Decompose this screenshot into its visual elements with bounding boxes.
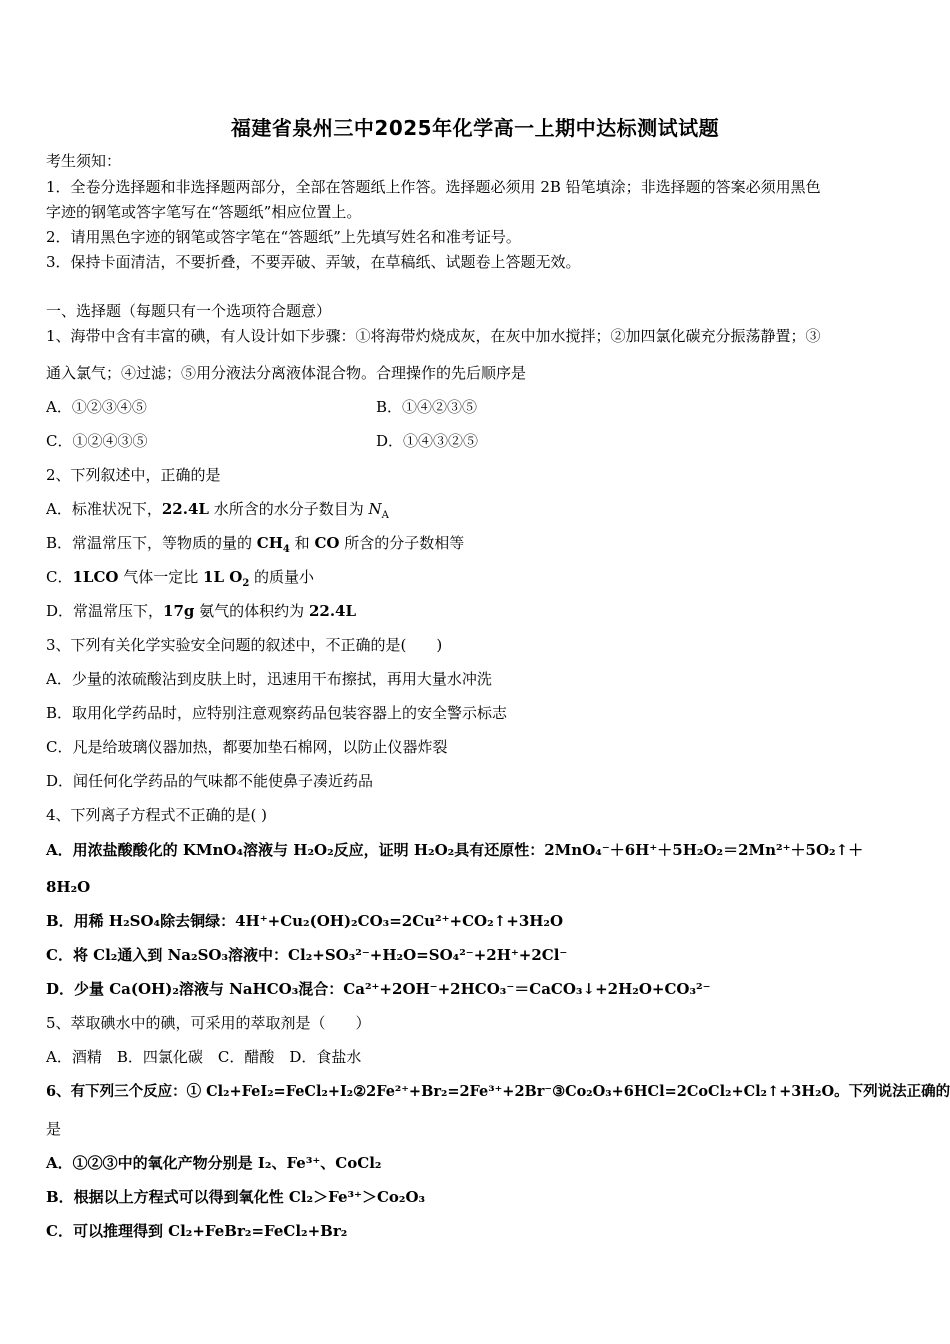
q2-a-value: 22.4L [161, 500, 209, 518]
q1-stem: 1、海带中含有丰富的碘，有人设计如下步骤：①将海带灼烧成灰，在灰中加水搅拌；②加四氯化碳充分振荡静置；③ [46, 327, 821, 345]
q5-options: A．酒精 B．四氯化碳 C．醋酸 D．食盐水 [46, 1048, 362, 1066]
q2-b-sub: 4 [282, 544, 290, 555]
q2-option-b [46, 532, 464, 554]
q2-c-value2: 1L O [203, 568, 243, 586]
q6-option-c: C．可以推理得到 Cl₂+FeBr₂=FeCl₂+Br₂ [46, 1222, 348, 1240]
q6-option-b: B．根据以上方程式可以得到氧化性 Cl₂＞Fe³⁺＞Co₂O₃ [46, 1188, 426, 1206]
q4-option-a: A．用浓盐酸酸化的 KMnO₄溶液与 H₂O₂反应，证明 H₂O₂具有还原性：2MnO₄⁻＋6H⁺＋5H₂O₂＝2Mn²⁺＋5O₂↑＋ [46, 841, 864, 859]
notice-item-1-cont: 字迹的钢笔或答字笔写在“答题纸”相应位置上。 [46, 203, 362, 221]
q2-c-sub: 2 [242, 578, 250, 589]
q2-b-text: B．常温常压下，等物质的量的 [46, 534, 257, 552]
q6-stem: 6、有下列三个反应：① Cl₂+FeI₂=FeCl₂+I₂②2Fe²⁺+Br₂=2Fe³⁺+2Br⁻③Co₂O₃+6HCl=2CoCl₂+Cl₂↑+3H₂O。下列说法正确的 [46, 1083, 950, 1100]
q2-d-value2: 22.4L [308, 602, 357, 620]
q1-option-b: B．①④②③⑤ [376, 398, 478, 416]
q1-option-d: D．①④③②⑤ [376, 432, 479, 450]
q3-stem: 3、下列有关化学实验安全问题的叙述中，不正确的是( ) [46, 636, 443, 654]
q2-c-text2: 气体一定比 [118, 568, 204, 586]
q2-c-value: 1LCO [72, 568, 119, 586]
q2-b-text2: 所含的分子数相等 [339, 534, 465, 552]
notice-item-3: 3．保持卡面清洁，不要折叠，不要弄破、弄皱，在草稿纸、试题卷上答题无效。 [46, 253, 581, 271]
q2-d-text2: 氨气的体积约为 [194, 602, 309, 620]
q2-a-text: A．标准状况下， [46, 500, 162, 518]
q6-stem-cont: 是 [46, 1120, 62, 1138]
q2-option-a [46, 498, 389, 520]
q2-a-sub: A [381, 510, 389, 521]
page-title: 福建省泉州三中2025年化学高一上期中达标测试试题 [230, 116, 720, 140]
q6-option-a: A．①②③中的氧化产物分别是 I₂、Fe³⁺、CoCl₂ [46, 1154, 382, 1172]
q2-b-and: 和 [289, 534, 315, 552]
q3-option-b: B．取用化学药品时，应特别注意观察药品包装容器上的安全警示标志 [46, 704, 508, 722]
section-heading: 一、选择题（每题只有一个选项符合题意） [46, 302, 332, 320]
q4-option-d: D．少量 Ca(OH)₂溶液与 NaHCO₃混合：Ca²⁺+2OH⁻+2HCO₃⁻＝CaCO₃↓+2H₂O+CO₃²⁻ [46, 980, 711, 998]
q2-c-text: C． [46, 568, 73, 586]
q1-stem-cont: 通入氯气；④过滤；⑤用分液法分离液体混合物。合理操作的先后顺序是 [46, 364, 527, 382]
q1-option-a: A．①②③④⑤ [46, 398, 147, 416]
q2-d-value: 17g [163, 602, 195, 620]
q2-a-symbol: N [368, 500, 382, 518]
q2-b-formula2: CO [314, 534, 340, 552]
q4-option-a-cont: 8H₂O [46, 878, 91, 896]
q1-option-c: C．①②④③⑤ [46, 432, 148, 450]
q3-option-c: C．凡是给玻璃仪器加热，都要加垫石棉网，以防止仪器炸裂 [46, 738, 448, 756]
notice-heading: 考生须知： [46, 152, 122, 170]
q4-option-c: C．将 Cl₂通入到 Na₂SO₃溶液中：Cl₂+SO₃²⁻+H₂O=SO₄²⁻+2H⁺+2Cl⁻ [46, 946, 568, 964]
q2-option-d [46, 600, 356, 622]
q5-stem: 5、萃取碘水中的碘，可采用的萃取剂是（ ） [46, 1014, 371, 1032]
q2-a-text2: 水所含的水分子数目为 [208, 500, 369, 518]
q2-option-c [46, 566, 314, 588]
notice-item-1: 1．全卷分选择题和非选择题两部分，全部在答题纸上作答。选择题必须用 2B 铅笔填涂；非选择题的答案必须用黑色 [46, 178, 821, 196]
notice-item-2: 2．请用黑色字迹的钢笔或答字笔在“答题纸”上先填写姓名和准考证号。 [46, 228, 521, 246]
q2-d-text: D．常温常压下， [46, 602, 164, 620]
q2-b-formula: CH [256, 534, 283, 552]
q4-option-b: B．用稀 H₂SO₄除去铜绿：4H⁺+Cu₂(OH)₂CO₃=2Cu²⁺+CO₂↑+3H₂O [46, 912, 564, 930]
q3-option-d: D．闻任何化学药品的气味都不能使鼻子凑近药品 [46, 772, 374, 790]
q2-stem: 2、下列叙述中，正确的是 [46, 466, 221, 484]
q3-option-a: A．少量的浓硫酸沾到皮肤上时，迅速用干布擦拭，再用大量水冲洗 [46, 670, 492, 688]
q4-stem: 4、下列离子方程式不正确的是( ) [46, 806, 268, 824]
q2-c-text3: 的质量小 [249, 568, 315, 586]
